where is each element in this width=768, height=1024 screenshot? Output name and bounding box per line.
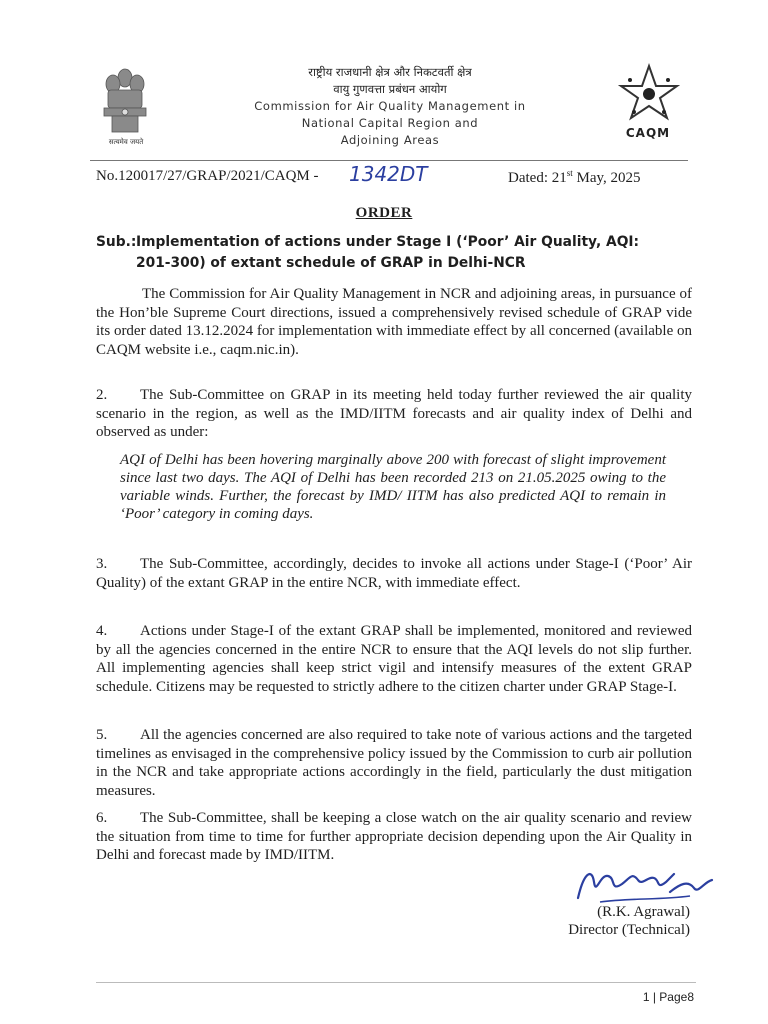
organization-header [200, 64, 580, 149]
english-title-line-1: Commission for Air Quality Management in [254, 99, 526, 113]
hindi-title-line-2: वायु गुणवत्ता प्रबंधन आयोग [333, 82, 447, 96]
subject-line [96, 232, 694, 274]
paragraph-4: 4. Actions under Stage-I of the extant GRAP shall be implemented, monitored and reviewed by all the agencies concerned in the entire NCR to ensure that the AQI levels do not slip further. All implementing agencies shall keep strict vigil and intensify measures of the extent GRAP schedule. Citizens may be requested to strictly adhere to the citizen charter under GRAP Stage-I. [96, 623, 692, 695]
subject-text-line-1: Implementation of actions under Stage I (‘Poor’ Air Quality, AQI: [136, 234, 640, 250]
emblem-caption: सत्यमेव जयते [108, 138, 144, 146]
caqm-logo-label: CAQM [625, 126, 671, 140]
signatory-designation: Director (Technical) [568, 922, 690, 938]
paragraph-5: 5. All the agencies concerned are also required to take note of various actions and the targeted timelines as envisaged in the comprehensive policy issued by the Commission to curb air pollution in the NCR and take appropriate actions accordingly in the field, particularly the dust mitigation measures. [96, 727, 692, 799]
order-title: ORDER [355, 205, 413, 221]
caqm-star-logo-icon [614, 60, 684, 130]
english-title-line-2: National Capital Region and [301, 116, 479, 130]
paragraph-3: 3. The Sub-Committee, accordingly, decides to invoke all actions under Stage-I (‘Poor’ Air Quality) of the extant GRAP in the entire NCR, with immediate effect. [96, 556, 692, 591]
order-date: Dated: 21st May, 2025 [508, 168, 641, 186]
handwritten-dispatch-number: 1342DT [349, 162, 428, 186]
footer-divider [96, 982, 696, 983]
handwritten-signature-icon [570, 862, 720, 910]
paragraph-2: 2. The Sub-Committee on GRAP in its meeting held today further reviewed the air quality scenario in the region, as well as the IMD/IITM forecasts and air quality index of Delhi and observed as under: [96, 387, 692, 440]
page-number: 1 | Page8 [642, 990, 694, 1004]
subject-text-line-2: 201-300) of extant schedule of GRAP in Delhi-NCR [136, 255, 526, 271]
paragraph-intro: The Commission for Air Quality Management in NCR and adjoining areas, in pursuance of the Hon’ble Supreme Court directions, issued a comprehensively revised schedule of GRAP vide its order dated 13.12.2024 for implementation with immediate effect by all concerned (available on CAQM website i.e., caqm.nic.in). [96, 286, 692, 358]
subject-label: Sub.: [96, 234, 137, 250]
reference-number: No.120017/27/GRAP/2021/CAQM - [96, 168, 319, 184]
header-divider [90, 160, 688, 161]
hindi-title-line-1: राष्ट्रीय राजधानी क्षेत्र और निकटवर्ती क्षेत्र [308, 65, 472, 79]
signatory-name: (R.K. Agrawal) [597, 904, 690, 920]
aqi-observation-quote: AQI of Delhi has been hovering marginally above 200 with forecast of slight improvement since last two days. The AQI of Delhi has been recorded 213 on 21.05.2025 owing to the variable winds. Further, the forecast by IMD/ IITM has also predicted AQI to remain in ‘Poor’ category in coming days. [120, 452, 666, 522]
paragraph-6: 6. The Sub-Committee, shall be keeping a close watch on the air quality scenario and review the situation from time to time for further appropriate decision depending upon the Air Quality in Delhi and forecast made by IMD/IITM. [96, 810, 692, 863]
english-title-line-3: Adjoining Areas [340, 133, 440, 147]
